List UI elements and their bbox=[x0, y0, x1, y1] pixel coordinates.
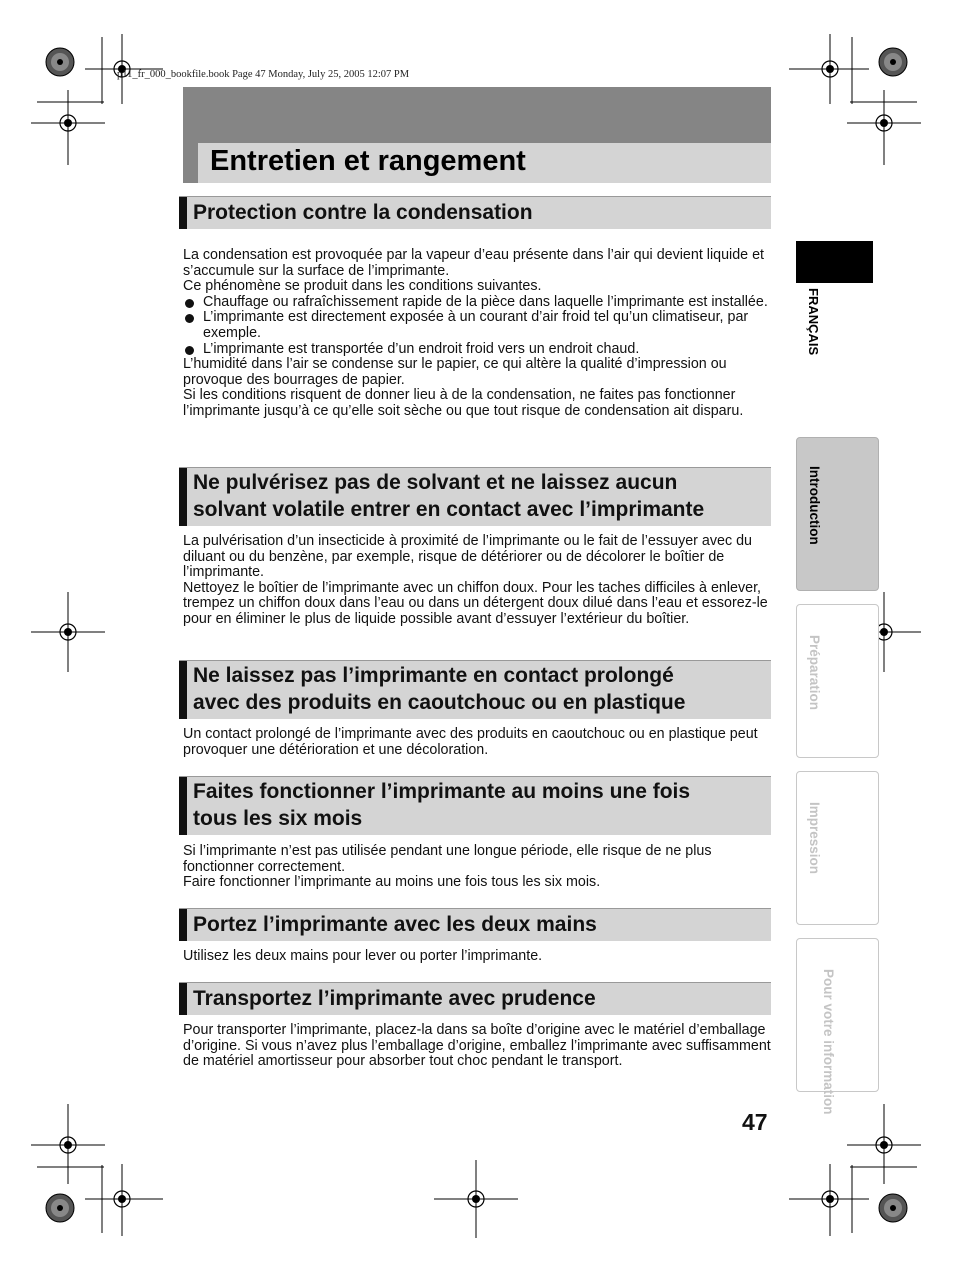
paragraph: La condensation est provoquée par la vapeur d’eau présente dans l’air qui devient liquide et s’accumule sur la surface de l’imprimante. bbox=[183, 247, 765, 279]
bullet-icon bbox=[185, 314, 194, 323]
bullet-icon bbox=[185, 299, 194, 308]
list-item: L’imprimante est directement exposée à un courant d’air froid tel qu’un climatiseur, par exemple. bbox=[183, 310, 773, 341]
section-heading-text: Protection contre la condensation bbox=[193, 201, 533, 224]
section-body-solvent bbox=[183, 534, 773, 628]
section-heading-text: solvant volatile entrer en contact avec l’imprimante bbox=[193, 498, 705, 521]
paragraph: Nettoyez le boîtier de l’imprimante avec un chiffon doux. Pour les taches difficiles à enlever, trempez un chiffon doux dans l’eau ou dans un détergent doux dilué dans l’eau et essorez-le pour en éliminer le plus de liquide possible avant d’essuyer l’extérieur du boîtier. bbox=[183, 579, 768, 627]
section-heading-text: avec des produits en caoutchouc ou en plastique bbox=[193, 691, 686, 714]
tab-impression[interactable] bbox=[796, 771, 879, 925]
tab-preparation[interactable] bbox=[796, 604, 879, 758]
section-heading-two-hands bbox=[179, 908, 771, 941]
language-tab-marker bbox=[796, 241, 873, 283]
paragraph: Si les conditions risquent de donner lieu à de la condensation, ne faites pas fonctionner l’imprimante jusqu’à ce qu’elle soit sèche ou que tout risque de condensation ait disparu. bbox=[183, 387, 744, 419]
section-heading-text: Ne laissez pas l’imprimante en contact prolongé bbox=[193, 664, 674, 687]
heading-accent bbox=[179, 983, 187, 1015]
heading-accent bbox=[179, 468, 187, 526]
paragraph: La pulvérisation d’un insecticide à proximité de l’imprimante ou le fait de l’essuyer avec du diluant ou du benzène, par exemple, risque de détériorer ou de décolorer le boîtier de l’imprimante. bbox=[183, 533, 752, 581]
section-heading-rubber bbox=[179, 660, 771, 719]
section-body-rubber bbox=[183, 727, 773, 758]
paragraph: L’humidité dans l’air se condense sur le papier, ce qui altère la qualité d’impression ou provoque des bourrages de papier. bbox=[183, 356, 727, 388]
paragraph: Faire fonctionner l’imprimante au moins une fois tous les six mois. bbox=[183, 874, 601, 891]
section-body-six-months bbox=[183, 844, 773, 891]
section-heading-condensation bbox=[179, 196, 771, 229]
tab-label: Introduction bbox=[807, 466, 822, 545]
heading-accent bbox=[179, 661, 187, 719]
section-body-transport bbox=[183, 1023, 773, 1070]
list-item: Chauffage ou rafraîchissement rapide de la pièce dans laquelle l’imprimante est installée. bbox=[183, 295, 773, 311]
language-label: FRANÇAIS bbox=[806, 288, 821, 356]
section-heading-solvent bbox=[179, 467, 771, 526]
section-body-two-hands bbox=[183, 949, 773, 965]
paragraph: Pour transporter l’imprimante, placez-la dans sa boîte d’origine avec le matériel d’emballage d’origine. Si vous n’avez plus l’emballage d’origine, emballez l’imprimante avec suffisamment de matériel amortisseur pour absorber tout choc pendant le transport. bbox=[183, 1022, 771, 1070]
section-heading-transport bbox=[179, 982, 771, 1015]
tab-pour-votre-information[interactable] bbox=[796, 938, 879, 1115]
section-heading-text: Portez l’imprimante avec les deux mains bbox=[193, 913, 597, 936]
title-accent bbox=[183, 143, 198, 183]
page-number: 47 bbox=[742, 1109, 768, 1135]
section-heading-text: Transportez l’imprimante avec prudence bbox=[193, 987, 596, 1010]
tab-label: Impression bbox=[807, 802, 822, 875]
section-heading-text: Ne pulvérisez pas de solvant et ne laissez aucun bbox=[193, 471, 678, 494]
tab-label: Préparation bbox=[807, 635, 822, 711]
tab-label: Pour votre information bbox=[821, 969, 836, 1115]
paragraph: Si l’imprimante n’est pas utilisée pendant une longue période, elle risque de ne plus fonctionner correctement. bbox=[183, 843, 712, 875]
tab-introduction[interactable] bbox=[796, 437, 879, 591]
paragraph: Utilisez les deux mains pour lever ou porter l’imprimante. bbox=[183, 948, 543, 964]
paragraph: Ce phénomène se produit dans les conditions suivantes. bbox=[183, 278, 542, 295]
section-heading-text: Faites fonctionner l’imprimante au moins une fois bbox=[193, 780, 691, 803]
title-banner-top bbox=[183, 87, 771, 143]
bullet-icon bbox=[185, 346, 194, 355]
section-heading-six-months bbox=[179, 776, 771, 835]
file-header-line: p11_fr_000_bookfile.book Page 47 Monday, July 25, 2005 12:07 PM bbox=[117, 69, 410, 80]
section-heading-text: tous les six mois bbox=[193, 807, 363, 830]
heading-accent bbox=[179, 197, 187, 229]
list-item: L’imprimante est transportée d’un endroit froid vers un endroit chaud. bbox=[183, 342, 773, 358]
heading-accent bbox=[179, 909, 187, 941]
heading-accent bbox=[179, 777, 187, 835]
page-title: Entretien et rangement bbox=[210, 145, 526, 177]
paragraph: Un contact prolongé de l’imprimante avec des produits en caoutchouc ou en plastique peut provoquer une détérioration et une décoloration. bbox=[183, 726, 758, 758]
section-body-condensation bbox=[183, 248, 773, 420]
